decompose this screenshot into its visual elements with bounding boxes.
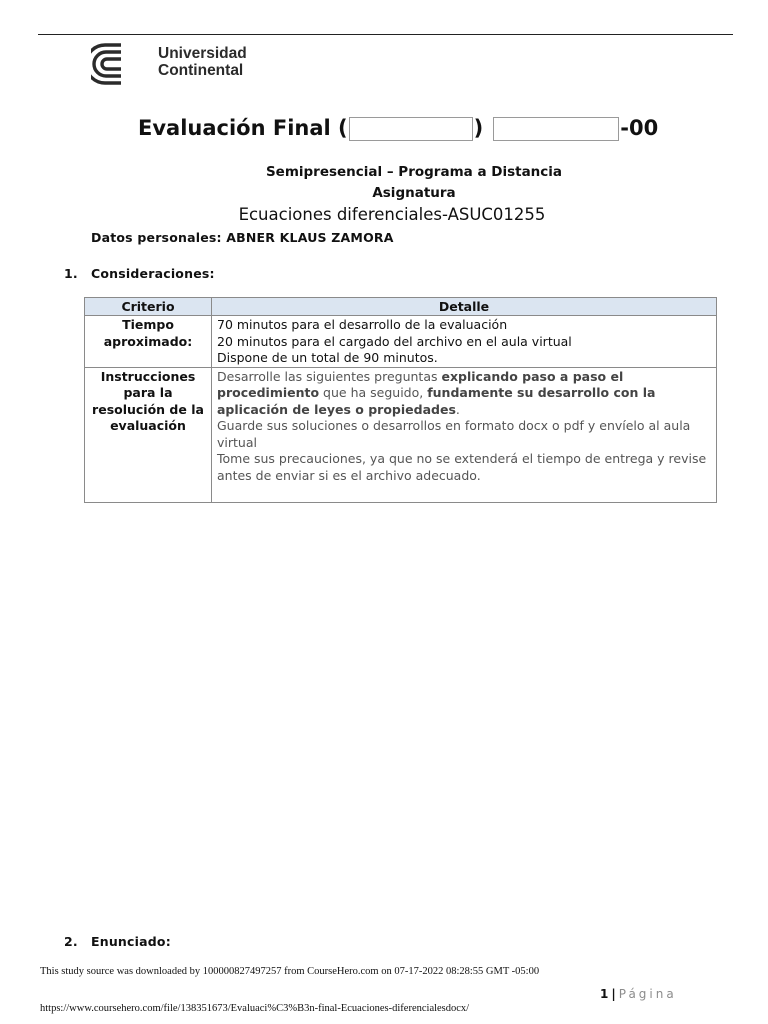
- considerations-table: [84, 297, 717, 503]
- modality-line: Semipresencial – Programa a Distancia: [265, 164, 563, 180]
- instr-p1-c: que ha seguido,: [319, 385, 428, 400]
- download-source-notice: This study source was downloaded by 100000827497257 from CourseHero.com on 07-17-2022 08:28:55 GMT -05:00: [40, 966, 540, 977]
- section-2-heading: [64, 934, 171, 949]
- instructions-paragraph-2: Guarde sus soluciones o desarrollos en formato docx o pdf y envíelo al aula virtual: [217, 418, 691, 450]
- detail-time-line-3: Dispone de un total de 90 minutos.: [217, 350, 438, 365]
- detail-time: [212, 316, 717, 368]
- title-blank-field-2[interactable]: [493, 117, 619, 141]
- personal-data: Datos personales: ABNER KLAUS ZAMORA: [91, 230, 394, 245]
- section-2-label: Enunciado:: [91, 934, 171, 949]
- instr-p1-a: Desarrolle las siguientes preguntas: [217, 368, 442, 384]
- detail-time-line-1: 70 minutos para el desarrollo de la evaluación: [217, 317, 508, 332]
- criterion-time: Tiempo aproximado:: [85, 316, 212, 368]
- title-suffix: -00: [620, 116, 659, 140]
- detail-time-line-2: 20 minutos para el cargado del archivo en el aula virtual: [217, 333, 572, 349]
- page-number: [600, 987, 677, 1001]
- instr-p1-e: .: [455, 401, 460, 417]
- table-row: [85, 367, 717, 502]
- criterion-instructions: Instrucciones para la resolución de la evaluación: [85, 367, 212, 502]
- exam-title: [138, 116, 658, 141]
- table-header-row: [85, 298, 717, 316]
- instructions-paragraph-3: Tome sus precauciones, ya que no se extenderá el tiempo de entrega y revise antes de enviar si es el archivo adecuado.: [217, 451, 707, 483]
- university-logo: [91, 42, 261, 86]
- header-criterio: Criterio: [85, 298, 212, 316]
- source-url[interactable]: https://www.coursehero.com/file/138351673/Evaluaci%C3%B3n-final-Ecuaciones-diferencialesdocx/: [40, 1003, 470, 1014]
- university-name-line1: Universidad: [158, 45, 247, 62]
- page-number-separator: |: [611, 987, 616, 1001]
- section-1-heading: [64, 266, 215, 281]
- university-logo-mark-icon: [91, 42, 153, 86]
- title-blank-field-1[interactable]: [349, 117, 473, 141]
- instr-p1-bold-2: fundamente su desarrollo con la aplicación de leyes o propiedades: [217, 385, 656, 417]
- instructions-paragraph-1: [217, 369, 711, 419]
- university-name: [158, 45, 247, 79]
- course-name: Ecuaciones diferenciales-ASUC01255: [238, 205, 546, 224]
- title-close-paren: ): [473, 116, 484, 140]
- page-word: Página: [618, 987, 677, 1001]
- instr-p1-bold-1: explicando paso a paso el procedimiento: [217, 368, 624, 400]
- table-row: [85, 316, 717, 368]
- detail-instructions: [212, 367, 717, 502]
- title-prefix: Evaluación Final (: [138, 116, 348, 140]
- header-detalle: Detalle: [212, 298, 717, 316]
- top-rule: [38, 34, 733, 35]
- page-number-value: 1: [600, 987, 609, 1001]
- section-1-label: Consideraciones:: [91, 266, 215, 281]
- section-2-number: 2.: [64, 934, 78, 949]
- subject-label: Asignatura: [372, 185, 456, 201]
- university-name-line2: Continental: [158, 62, 244, 79]
- section-1-number: 1.: [64, 266, 78, 281]
